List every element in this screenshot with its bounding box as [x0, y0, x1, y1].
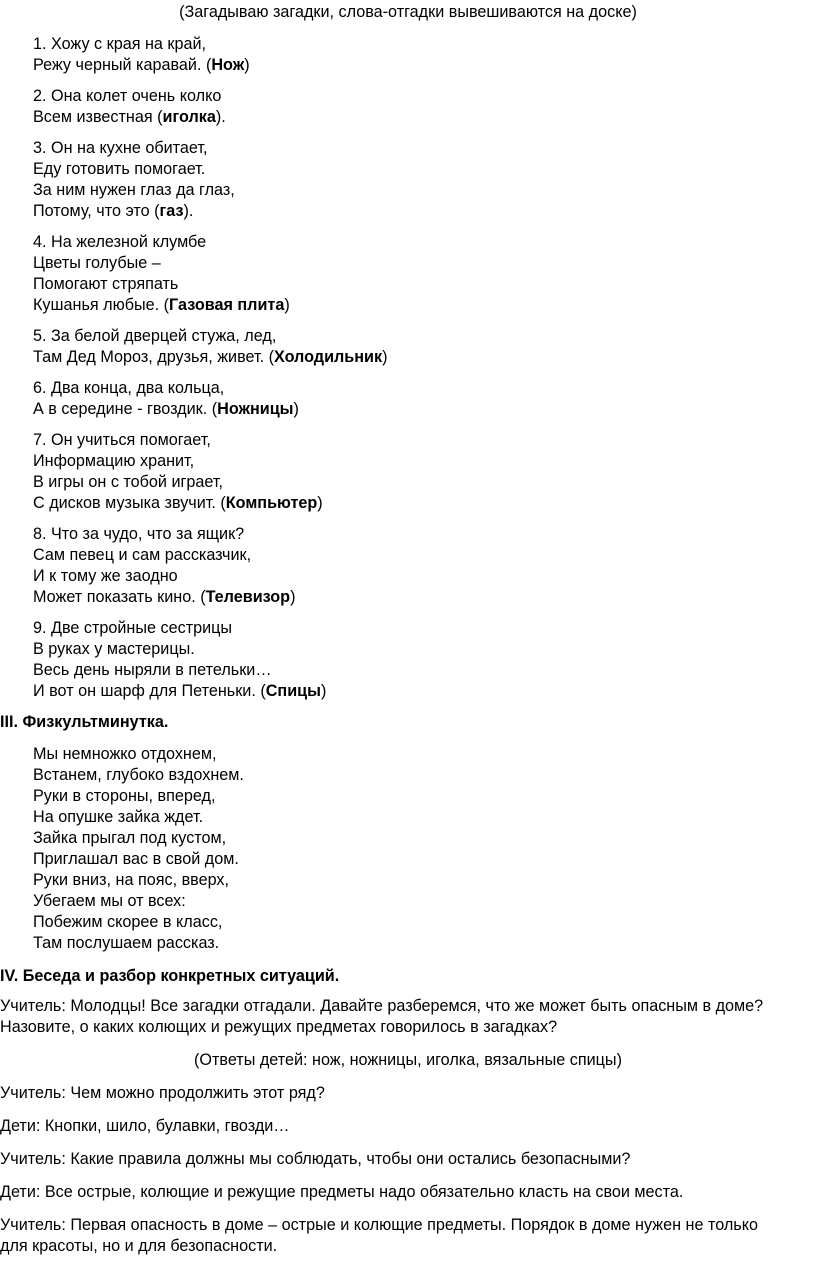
- riddle-answer: Компьютер: [225, 494, 318, 512]
- poem-line: Мы немножко отдохнем,: [33, 745, 217, 763]
- riddle-line: За ним нужен глаз да глаз,: [33, 181, 235, 199]
- riddle-line: В руках у мастерицы.: [33, 640, 195, 658]
- poem-line: На опушке зайка ждет.: [33, 808, 204, 826]
- children-answers-note: (Ответы детей: нож, ножницы, иголка, вязальные спицы): [194, 1051, 622, 1069]
- section-heading-discussion: IV. Беседа и разбор конкретных ситуаций.: [0, 967, 340, 985]
- riddle-line-end: ): [293, 400, 299, 418]
- riddle-line-end: ): [320, 682, 327, 700]
- riddle-line-end: ).: [215, 108, 226, 126]
- dialog-paragraph: Дети: Все острые, колющие и режущие предметы надо обязательно класть на свои места.: [0, 1183, 684, 1201]
- riddle-line: 7. Он учиться помогает,: [33, 431, 211, 449]
- riddle-item: [33, 524, 387, 608]
- riddle-last-line: [33, 295, 387, 316]
- riddle-line: 4. На железной клумбе: [33, 233, 207, 251]
- riddle-line-end: ): [244, 56, 250, 74]
- riddle-answer: Нож: [211, 56, 245, 74]
- riddle-answer: Ножницы: [217, 400, 294, 418]
- riddle-line-text: Потому, что это (: [33, 202, 160, 220]
- riddle-line: 8. Что за чудо, что за ящик?: [33, 525, 245, 543]
- riddle-last-line: [33, 493, 387, 514]
- riddle-item: [33, 326, 387, 368]
- poem-line: Побежим скорее в класс,: [33, 913, 223, 931]
- riddle-answer: Телевизор: [205, 588, 291, 606]
- riddle-line-end: ): [290, 588, 296, 606]
- riddle-line: Еду готовить помогает.: [33, 160, 206, 178]
- riddle-line-end: ).: [183, 202, 194, 220]
- riddle-line: 6. Два конца, два кольца,: [33, 379, 225, 397]
- riddle-answer: иголка: [162, 108, 216, 126]
- riddle-line: 1. Хожу с края на край,: [33, 35, 207, 53]
- riddle-line-text: А в середине - гвоздик. (: [33, 400, 218, 418]
- section-heading-warmup: III. Физкультминутка.: [0, 713, 169, 731]
- poem-line: Приглашал вас в свой дом.: [33, 850, 239, 868]
- poem-line: Руки вниз, на пояс, вверх,: [33, 871, 230, 889]
- dialog-paragraph: Дети: Кнопки, шило, булавки, гвозди…: [0, 1117, 290, 1135]
- riddle-last-line: [33, 55, 387, 76]
- riddle-list: [33, 34, 387, 712]
- riddle-line-text: Там Дед Мороз, друзья, живет. (: [33, 348, 274, 366]
- poem-line: Руки в стороны, вперед,: [33, 787, 216, 805]
- riddle-line: В игры он с тобой играет,: [33, 473, 223, 491]
- riddle-last-line: [33, 681, 387, 702]
- riddle-last-line: [33, 399, 387, 420]
- riddle-last-line: [33, 587, 387, 608]
- riddle-line: Сам певец и сам рассказчик,: [33, 546, 252, 564]
- riddle-line: 2. Она колет очень колко: [33, 87, 222, 105]
- discussion-dialog: [0, 996, 790, 1269]
- riddle-item: [33, 378, 387, 420]
- poem-line: Зайка прыгал под кустом,: [33, 829, 227, 847]
- riddle-last-line: [33, 107, 387, 128]
- riddle-line-end: ): [284, 296, 290, 314]
- dialog-paragraph: Учитель: Какие правила должны мы соблюдать, чтобы они остались безопасными?: [0, 1150, 631, 1168]
- riddle-line-text: И вот он шарф для Петеньки. (: [33, 682, 266, 700]
- riddle-line-text: Всем известная (: [33, 108, 163, 126]
- riddle-item: [33, 138, 387, 222]
- riddle-item: [33, 430, 387, 514]
- poem-line: Встанем, глубоко вздохнем.: [33, 766, 244, 784]
- riddle-line-text: С дисков музыка звучит. (: [33, 494, 226, 512]
- riddle-answer: Холодильник: [273, 348, 383, 366]
- riddle-line: И к тому же заодно: [33, 567, 178, 585]
- riddle-line-text: Режу черный каравай. (: [33, 56, 212, 74]
- riddle-line-text: Может показать кино. (: [33, 588, 206, 606]
- riddle-answer: Газовая плита: [169, 296, 285, 314]
- warmup-poem: [33, 744, 244, 954]
- riddle-line: Помогают стряпать: [33, 275, 179, 293]
- riddle-item: [33, 86, 387, 128]
- riddle-line: Информацию хранит,: [33, 452, 195, 470]
- riddle-last-line: [33, 347, 387, 368]
- dialog-paragraph: Учитель: Первая опасность в доме – острые и колющие предметы. Порядок в доме нужен не только для красоты, но и для безопасности.: [0, 1216, 758, 1255]
- dialog-paragraph: Учитель: Молодцы! Все загадки отгадали. Давайте разберемся, что же может быть опасным в доме? Назовите, о каких колющих и режущих предметах говорилось в загадках?: [0, 997, 764, 1036]
- riddle-answer: Спицы: [265, 682, 321, 700]
- dialog-paragraph: Учитель: Чем можно продолжить этот ряд?: [0, 1084, 325, 1102]
- riddle-line: 5. За белой дверцей стужа, лед,: [33, 327, 277, 345]
- riddle-line: Цветы голубые –: [33, 254, 161, 272]
- riddle-last-line: [33, 201, 387, 222]
- riddle-answer: газ: [159, 202, 184, 220]
- poem-line: Там послушаем рассказ.: [33, 934, 220, 952]
- riddle-line-text: Кушанья любые. (: [33, 296, 170, 314]
- intro-note: (Загадываю загадки, слова-отгадки вывешиваются на доске): [179, 3, 637, 21]
- riddle-line: 3. Он на кухне обитает,: [33, 139, 208, 157]
- riddle-line: 9. Две стройные сестрицы: [33, 619, 233, 637]
- riddle-line-end: ): [382, 348, 388, 366]
- riddle-line: Весь день ныряли в петельки…: [33, 661, 272, 679]
- riddle-line-end: ): [317, 494, 323, 512]
- poem-line: Убегаем мы от всех:: [33, 892, 186, 910]
- riddle-item: [33, 34, 387, 76]
- riddle-item: [33, 232, 387, 316]
- riddle-item: [33, 618, 387, 702]
